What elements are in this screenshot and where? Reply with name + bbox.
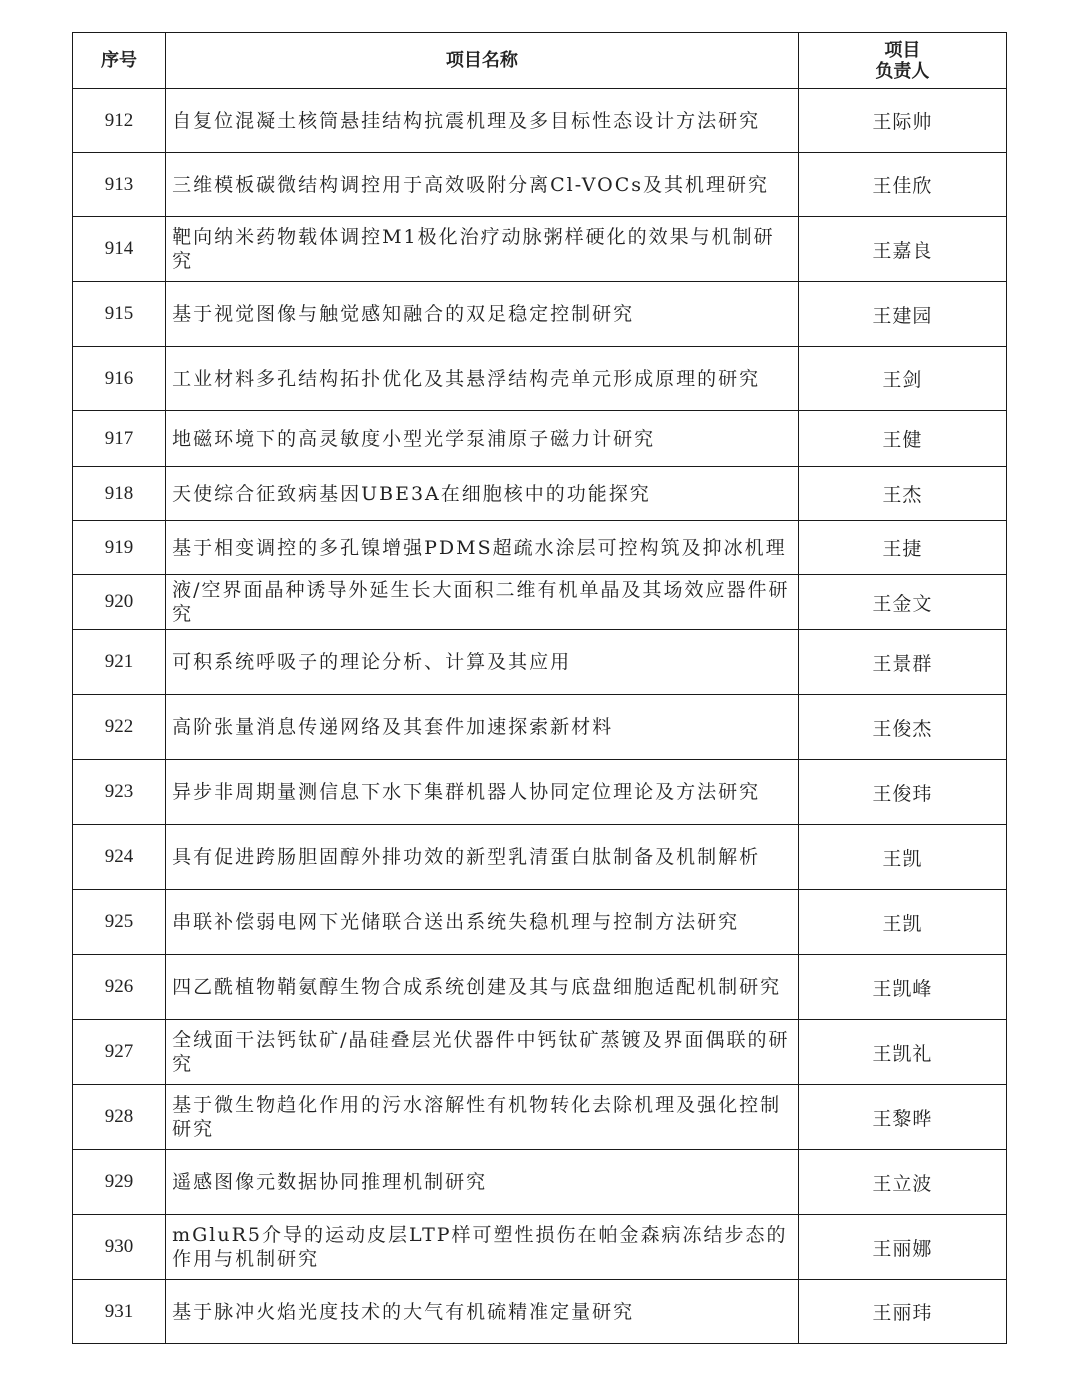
row-name: 三维模板碳微结构调控用于高效吸附分离Cl-VOCs及其机理研究 (166, 153, 799, 217)
row-no: 913 (73, 153, 166, 217)
row-name: 基于微生物趋化作用的污水溶解性有机物转化去除机理及强化控制研究 (166, 1085, 799, 1150)
row-name: 液/空界面晶种诱导外延生长大面积二维有机单晶及其场效应器件研究 (166, 575, 799, 630)
row-name: 全绒面干法钙钛矿/晶硅叠层光伏器件中钙钛矿蒸镀及界面偶联的研究 (166, 1020, 799, 1085)
row-lead: 王际帅 (798, 89, 1006, 153)
row-name: 基于相变调控的多孔镍增强PDMS超疏水涂层可控构筑及抑冰机理 (166, 521, 799, 575)
header-no: 序号 (73, 33, 166, 89)
row-lead: 王凯 (798, 890, 1006, 955)
row-name: 可积系统呼吸子的理论分析、计算及其应用 (166, 630, 799, 695)
table-row (73, 282, 1007, 347)
row-name: mGluR5介导的运动皮层LTP样可塑性损伤在帕金森病冻结步态的作用与机制研究 (166, 1215, 799, 1280)
row-name: 具有促进跨肠胆固醇外排功效的新型乳清蛋白肽制备及机制解析 (166, 825, 799, 890)
row-no: 922 (73, 695, 166, 760)
row-lead: 王景群 (798, 630, 1006, 695)
row-no: 915 (73, 282, 166, 347)
table-row (73, 1085, 1007, 1150)
row-name: 高阶张量消息传递网络及其套件加速探索新材料 (166, 695, 799, 760)
row-name: 基于视觉图像与触觉感知融合的双足稳定控制研究 (166, 282, 799, 347)
row-lead: 王捷 (798, 521, 1006, 575)
table-row (73, 760, 1007, 825)
table-row (73, 630, 1007, 695)
table-row (73, 575, 1007, 630)
row-no: 918 (73, 467, 166, 521)
row-no: 926 (73, 955, 166, 1020)
row-lead: 王立波 (798, 1150, 1006, 1215)
row-lead: 王黎晔 (798, 1085, 1006, 1150)
row-no: 928 (73, 1085, 166, 1150)
table-row (73, 153, 1007, 217)
row-lead: 王丽娜 (798, 1215, 1006, 1280)
row-lead: 王俊杰 (798, 695, 1006, 760)
header-name: 项目名称 (166, 33, 799, 89)
table-row (73, 955, 1007, 1020)
row-name: 地磁环境下的高灵敏度小型光学泵浦原子磁力计研究 (166, 411, 799, 467)
row-no: 930 (73, 1215, 166, 1280)
row-name: 自复位混凝土核筒悬挂结构抗震机理及多目标性态设计方法研究 (166, 89, 799, 153)
row-no: 917 (73, 411, 166, 467)
table-header-row (73, 33, 1007, 89)
row-lead: 王丽玮 (798, 1280, 1006, 1344)
table-row (73, 825, 1007, 890)
row-no: 921 (73, 630, 166, 695)
row-no: 927 (73, 1020, 166, 1085)
row-name: 四乙酰植物鞘氨醇生物合成系统创建及其与底盘细胞适配机制研究 (166, 955, 799, 1020)
row-no: 919 (73, 521, 166, 575)
table-row (73, 411, 1007, 467)
row-name: 靶向纳米药物载体调控M1极化治疗动脉粥样硬化的效果与机制研究 (166, 217, 799, 282)
table-row (73, 347, 1007, 411)
header-lead (798, 33, 1006, 89)
row-no: 931 (73, 1280, 166, 1344)
row-lead: 王凯 (798, 825, 1006, 890)
row-lead: 王剑 (798, 347, 1006, 411)
header-lead-line1: 项目 (884, 39, 921, 61)
table-row (73, 521, 1007, 575)
row-no: 923 (73, 760, 166, 825)
row-name: 天使综合征致病基因UBE3A在细胞核中的功能探究 (166, 467, 799, 521)
table-row (73, 89, 1007, 153)
row-lead: 王嘉良 (798, 217, 1006, 282)
row-name: 基于脉冲火焰光度技术的大气有机硫精准定量研究 (166, 1280, 799, 1344)
project-table (72, 32, 1007, 1344)
row-lead: 王建园 (798, 282, 1006, 347)
row-lead: 王凯礼 (798, 1020, 1006, 1085)
row-no: 920 (73, 575, 166, 630)
table-row (73, 467, 1007, 521)
row-lead: 王金文 (798, 575, 1006, 630)
table-row (73, 695, 1007, 760)
table-row (73, 1280, 1007, 1344)
row-name: 工业材料多孔结构拓扑优化及其悬浮结构壳单元形成原理的研究 (166, 347, 799, 411)
row-no: 924 (73, 825, 166, 890)
row-lead: 王凯峰 (798, 955, 1006, 1020)
row-no: 929 (73, 1150, 166, 1215)
row-no: 912 (73, 89, 166, 153)
header-lead-line2: 负责人 (875, 60, 930, 82)
row-lead: 王俊玮 (798, 760, 1006, 825)
row-name: 串联补偿弱电网下光储联合送出系统失稳机理与控制方法研究 (166, 890, 799, 955)
table-row (73, 217, 1007, 282)
row-no: 914 (73, 217, 166, 282)
row-no: 916 (73, 347, 166, 411)
table-row (73, 1020, 1007, 1085)
row-name: 异步非周期量测信息下水下集群机器人协同定位理论及方法研究 (166, 760, 799, 825)
row-no: 925 (73, 890, 166, 955)
row-lead: 王杰 (798, 467, 1006, 521)
table-row (73, 1150, 1007, 1215)
row-name: 遥感图像元数据协同推理机制研究 (166, 1150, 799, 1215)
row-lead: 王健 (798, 411, 1006, 467)
row-lead: 王佳欣 (798, 153, 1006, 217)
table-row (73, 1215, 1007, 1280)
table-row (73, 890, 1007, 955)
